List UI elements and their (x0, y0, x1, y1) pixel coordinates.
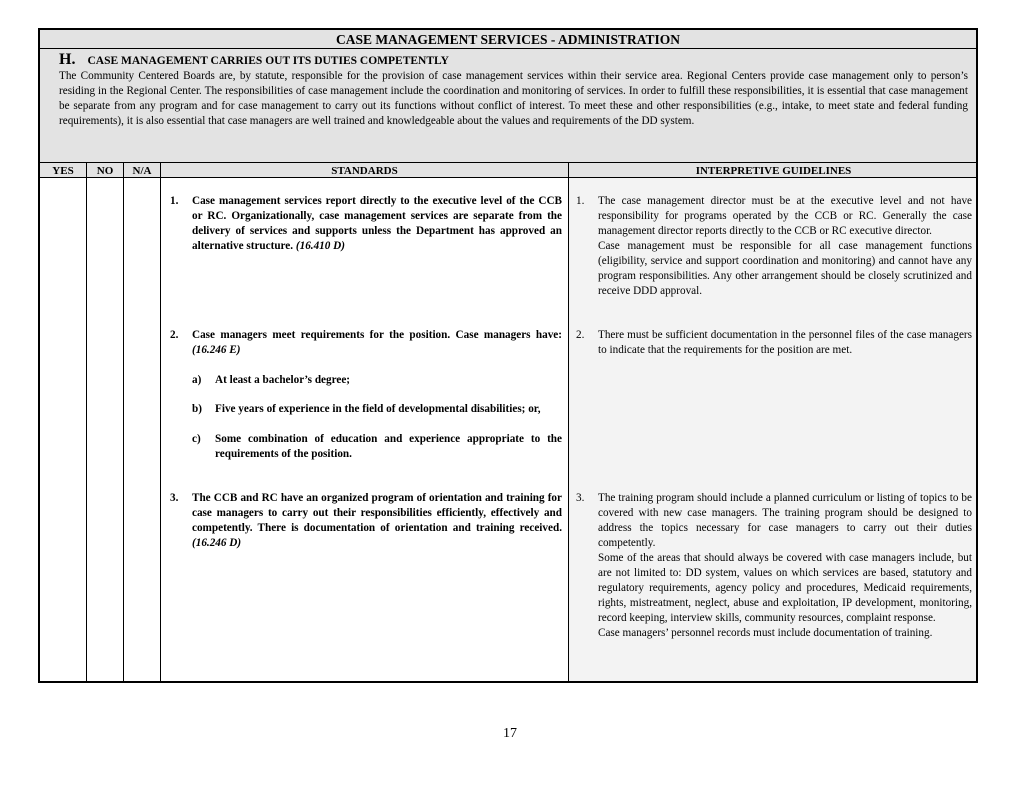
subitem-letter: c) (192, 433, 201, 445)
standards-table (38, 28, 978, 683)
column-header-no: NO (96, 165, 114, 177)
subitem-letter: b) (192, 403, 202, 415)
standard-citation: (16.410 D) (295, 240, 345, 252)
section-intro (40, 49, 976, 162)
standard-item (170, 328, 562, 462)
standard-citation: (16.246 D) (192, 537, 242, 549)
standard-number: 1. (170, 195, 179, 207)
standard-number: 2. (170, 329, 179, 341)
page-number: 17 (503, 726, 517, 741)
page-title: CASE MANAGEMENT SERVICES - ADMINISTRATION (40, 30, 976, 49)
guideline-item (576, 328, 972, 358)
column-header-yes: YES (52, 165, 74, 177)
standard-text: Case managers meet requirements for the position. Case managers have: (192, 329, 562, 341)
column-divider (568, 162, 569, 681)
guideline-paragraph: There must be sufficient documentation in the personnel files of the case managers to indicate that the requirements for the position are met. (598, 329, 972, 356)
guideline-paragraph: The training program should include a planned curriculum or listing of topics to be covered with new case managers. The training program should be designed to address the topics necessary for case managers to carry out their duties competently. (598, 492, 972, 549)
standard-subitem (170, 402, 562, 417)
column-header-na: N/A (132, 165, 152, 177)
column-divider (160, 162, 161, 681)
standard-text: Case management services report directly to the executive level of the CCB or RC. Organizationally, case management services are separate from the delivery of services and supports unless the Department has approved an alternative structure. (192, 195, 562, 252)
standard-number: 3. (170, 492, 179, 504)
section-heading (59, 53, 968, 67)
column-divider (123, 162, 124, 681)
guideline-number: 3. (576, 492, 585, 504)
section-intro-text: The Community Centered Boards are, by statute, responsible for the provision of case management services within their service area. Regional Centers provide case management only to person’s residing in the Regional Center. The responsibilities of case management include the coordination and monitoring of services. In order to fulfill these responsibilities, it is essential that case management be separate from any program and for case management to carry out its functions without conflict of interest. To meet these and other responsibilities (e.g., intake, to meet state and federal funding requirements), it is also essential that case managers are well trained and knowledgeable about the values and requirements of the DD system. (59, 70, 968, 127)
guideline-paragraph: The case management director must be at the executive level and not have responsibility for programs operated by the CCB or RC. Generally the case management director reports directly to the CCB or RC executive director. (598, 195, 972, 237)
standard-subitem (170, 432, 562, 462)
subitem-letter: a) (192, 374, 202, 386)
column-header-row (40, 162, 976, 178)
subitem-text: At least a bachelor’s degree; (215, 374, 351, 386)
guideline-paragraph: Case management must be responsible for all case management functions (eligibility, service and support coordination and monitoring) and cannot have any program responsibilities. Any other arrangement should be closely scrutinized and receive DDD approval. (598, 240, 972, 297)
standard-citation: (16.246 E) (192, 344, 241, 356)
standard-subitem (170, 373, 562, 388)
subitem-text: Five years of experience in the field of developmental disabilities; or, (215, 403, 541, 415)
guideline-item (576, 491, 972, 641)
standard-item (170, 491, 562, 551)
standard-text: The CCB and RC have an organized program of orientation and training for case managers to carry out their responsibilities efficiently, effectively and competently. There is documentation of orientation and training received. (192, 492, 562, 534)
guideline-paragraph: Some of the areas that should always be covered with case managers include, but are not limited to: DD system, values on which services are based, statutory and regulatory requirements, agency policy and procedures, Medicaid requirements, rights, mistreatment, neglect, abuse and exploitation, IP development, monitoring, record keeping, interview skills, community resources, complaint response. (598, 552, 972, 624)
section-letter: H. (59, 51, 76, 68)
guideline-paragraph: Case managers’ personnel records must include documentation of training. (598, 627, 933, 639)
standard-item (170, 194, 562, 254)
guideline-number: 2. (576, 329, 585, 341)
guideline-number: 1. (576, 195, 585, 207)
section-title: CASE MANAGEMENT CARRIES OUT ITS DUTIES COMPETENTLY (87, 55, 449, 67)
guideline-item (576, 194, 972, 299)
subitem-text: Some combination of education and experience appropriate to the requirements of the position. (215, 433, 562, 460)
column-divider (86, 162, 87, 681)
column-header-guidelines: INTERPRETIVE GUIDELINES (695, 165, 852, 177)
column-header-standards: STANDARDS (331, 165, 398, 177)
